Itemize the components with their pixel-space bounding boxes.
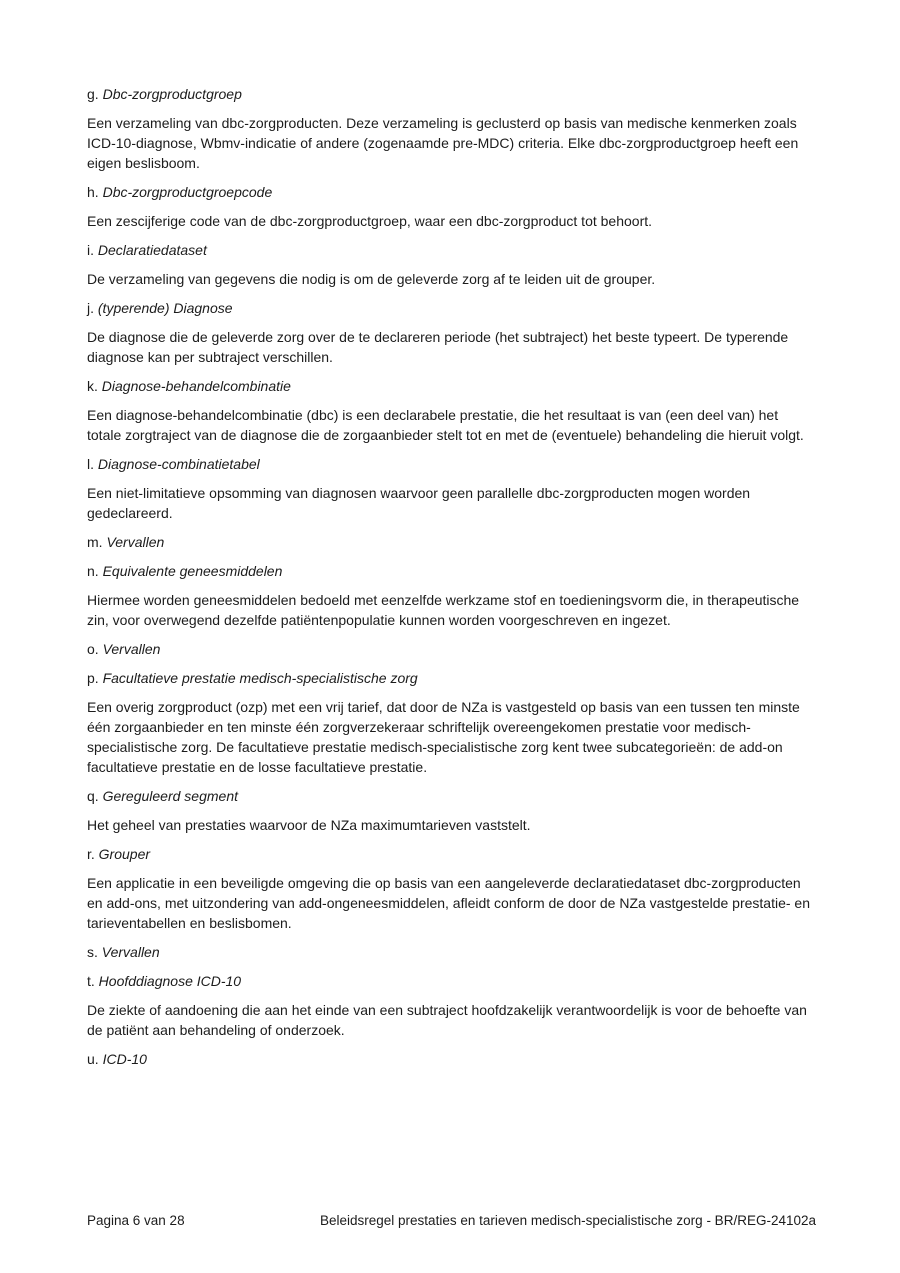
definition-term: Vervallen <box>106 534 165 550</box>
definition-term: Vervallen <box>101 944 160 960</box>
definition-term: Diagnose-behandelcombinatie <box>101 378 291 394</box>
definition-letter: g. <box>87 86 99 102</box>
definition-letter: m. <box>87 534 103 550</box>
definition-body: Het geheel van prestaties waarvoor de NZa maximumtarieven vaststelt. <box>87 817 531 833</box>
definition-body: Een applicatie in een beveiligde omgeving die op basis van een aangeleverde declaratiedataset dbc-zorgproducten en add-ons, met uitzondering van add-ongeneesmiddelen, afleidt conform de door de NZa vastgestelde prestatie- en tarieventabellen en beslisbomen. <box>87 875 811 931</box>
definition-term: Vervallen <box>102 641 161 657</box>
definition-body: Een niet-limitatieve opsomming van diagnosen waarvoor geen parallelle dbc-zorgproducten mogen worden gedeclareerd. <box>87 485 751 521</box>
definition-term: ICD-10 <box>102 1051 147 1067</box>
definition-body: Een verzameling van dbc-zorgproducten. Deze verzameling is geclusterd op basis van medische kenmerken zoals ICD-10-diagnose, Wbmv-indicatie of andere (zogenaamde pre-MDC) criteria. Elke dbc-zorgproductgroep heeft een eigen beslisboom. <box>87 115 799 171</box>
definition-term: Dbc-zorgproductgroep <box>102 86 242 102</box>
definition-heading <box>87 971 816 991</box>
definition-letter: j. <box>87 300 94 316</box>
document-title: Beleidsregel prestaties en tarieven medisch-specialistische zorg - BR/REG-24102a <box>320 1213 816 1228</box>
definition-letter: s. <box>87 944 98 960</box>
definition-body: De verzameling van gegevens die nodig is om de geleverde zorg af te leiden uit de grouper. <box>87 271 656 287</box>
definition-letter: h. <box>87 184 99 200</box>
definition-heading <box>87 561 816 581</box>
definition-letter: n. <box>87 563 99 579</box>
definition-heading <box>87 786 816 806</box>
definition-heading <box>87 942 816 962</box>
definition-item <box>87 561 816 630</box>
definition-heading <box>87 532 816 552</box>
definition-item <box>87 639 816 659</box>
definition-letter: q. <box>87 788 99 804</box>
definition-item <box>87 668 816 777</box>
definition-term: Diagnose-combinatietabel <box>97 456 260 472</box>
definition-body: Een zescijferige code van de dbc-zorgproductgroep, waar een dbc-zorgproduct tot behoort. <box>87 213 653 229</box>
definition-heading <box>87 84 816 104</box>
definition-heading <box>87 240 816 260</box>
definition-body: Hiermee worden geneesmiddelen bedoeld met eenzelfde werkzame stof en toedieningsvorm die, in therapeutische zin, voor overwegend dezelfde patiëntenpopulatie kunnen worden voorgeschreven en ingezet. <box>87 592 800 628</box>
definition-letter: r. <box>87 846 95 862</box>
definition-item <box>87 182 816 231</box>
definition-term: Declaratiedataset <box>97 242 207 258</box>
definition-body: Een overig zorgproduct (ozp) met een vrij tarief, dat door de NZa is vastgesteld op basis van een tussen ten minste één zorgaanbieder en ten minste één zorgverzekeraar schriftelijk overeengekomen prestatie voor medisch-specialistische zorg. De facultatieve prestatie medisch-specialistische zorg kent twee subcategorieën: de add-on facultatieve prestatie en de losse facultatieve prestatie. <box>87 699 800 775</box>
definition-letter: i. <box>87 242 94 258</box>
definitions-list <box>87 84 816 1078</box>
definition-term: Gereguleerd segment <box>102 788 238 804</box>
definition-item <box>87 1049 816 1069</box>
definition-heading <box>87 376 816 396</box>
definition-heading <box>87 844 816 864</box>
definition-item <box>87 786 816 835</box>
definition-item <box>87 240 816 289</box>
definition-letter: l. <box>87 456 94 472</box>
definition-heading <box>87 454 816 474</box>
definition-heading <box>87 1049 816 1069</box>
definition-heading <box>87 298 816 318</box>
definition-item <box>87 971 816 1040</box>
definition-body: De diagnose die de geleverde zorg over de te declareren periode (het subtraject) het beste typeert. De typerende diagnose kan per subtraject verschillen. <box>87 329 789 365</box>
definition-letter: k. <box>87 378 98 394</box>
definition-heading <box>87 639 816 659</box>
definition-item <box>87 844 816 933</box>
definition-item <box>87 84 816 173</box>
page-footer <box>87 1212 816 1230</box>
definition-term: (typerende) Diagnose <box>97 300 233 316</box>
definition-term: Grouper <box>98 846 151 862</box>
definition-item <box>87 376 816 445</box>
definition-body: De ziekte of aandoening die aan het einde van een subtraject hoofdzakelijk verantwoordelijk is voor de behoefte van de patiënt aan behandeling of onderzoek. <box>87 1002 807 1038</box>
definition-body: Een diagnose-behandelcombinatie (dbc) is een declarabele prestatie, die het resultaat is van (een deel van) het totale zorgtraject van de diagnose die de zorgaanbieder stelt tot en met de (eventuele) behandeling die hieruit volgt. <box>87 407 804 443</box>
definition-item <box>87 298 816 367</box>
definition-letter: p. <box>87 670 99 686</box>
definition-term: Facultatieve prestatie medisch-specialistische zorg <box>102 670 418 686</box>
definition-letter: o. <box>87 641 99 657</box>
definition-letter: u. <box>87 1051 99 1067</box>
definition-item <box>87 942 816 962</box>
definition-term: Equivalente geneesmiddelen <box>102 563 283 579</box>
definition-heading <box>87 668 816 688</box>
page-number: Pagina 6 van 28 <box>87 1213 185 1228</box>
definition-letter: t. <box>87 973 95 989</box>
definition-term: Hoofddiagnose ICD-10 <box>98 973 242 989</box>
definition-heading <box>87 182 816 202</box>
definition-item <box>87 454 816 523</box>
definition-item <box>87 532 816 552</box>
definition-term: Dbc-zorgproductgroepcode <box>102 184 273 200</box>
